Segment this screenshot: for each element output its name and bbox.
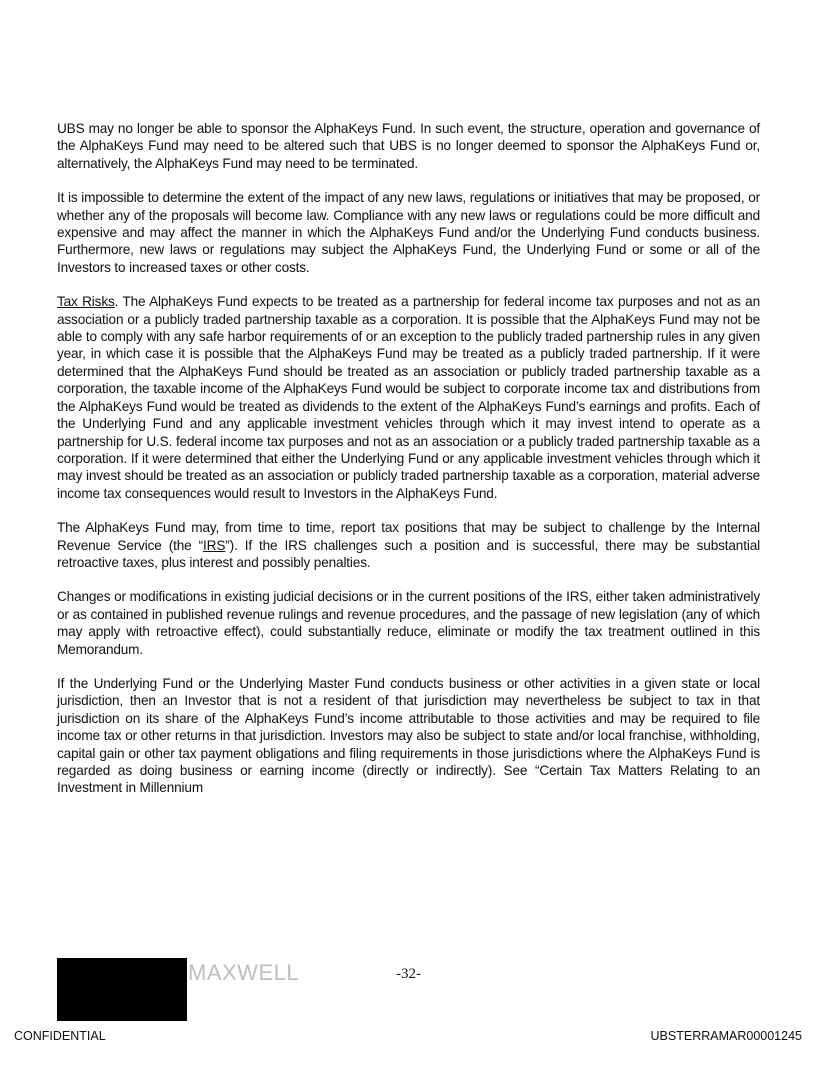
tax-risks-heading: Tax Risks: [57, 294, 115, 310]
redaction-box: [57, 958, 187, 1021]
confidential-label: CONFIDENTIAL: [14, 1029, 106, 1043]
maxwell-watermark: MAXWELL: [188, 960, 300, 985]
paragraph-changes: Changes or modifications in existing judicial decisions or in the current positions of the IRS, either taken administratively or as contained in published revenue rulings and revenue procedures, and the passage of new legislation (any of which may apply with retroactive effect), could substantially reduce, eliminate or modify the tax treatment outlined in this Memorandum.: [57, 589, 760, 657]
irs-text-after: ”). If the IRS challenges such a position and is successful, there may be substantial retroactive taxes, plus interest and possibly penalties.: [57, 537, 760, 570]
paragraph-new-laws: It is impossible to determine the extent of the impact of any new laws, regulations or initiatives that may be proposed, or whether any of the proposals will become law. Compliance with any new laws or regulations could be more difficult and expensive and may affect the manner in which the AlphaKeys Fund and/or the Underlying Fund conducts business. Furthermore, new laws or regulations may subject the AlphaKeys Fund, the Underlying Fund or some or all of the Investors to increased taxes or other costs.: [57, 190, 760, 275]
paragraph-state-tax: If the Underlying Fund or the Underlying Master Fund conducts business or other activities in a given state or local jurisdiction, then an Investor that is not a resident of that jurisdiction may nevertheless be subject to tax in that jurisdiction on its share of the AlphaKeys Fund’s income attributable to those activities and may be required to file income tax or other returns in that jurisdiction. Investors may also be subject to state and/or local franchise, withholding, capital gain or other tax payment obligations and filing requirements in those jurisdictions where the AlphaKeys Fund is regarded as doing business or earning income (directly or indirectly). See “Certain Tax Matters Relating to an Investment in Millennium: [57, 675, 760, 796]
tax-risks-text: . The AlphaKeys Fund expects to be treated as a partnership for federal income tax purposes and not as an association or a publicly traded partnership taxable as a corporation. It is possible that the AlphaKeys Fund may not be able to comply with any safe harbor requirements of or an exception to the publicly traded partnership rules in any given year, in which case it is possible that the AlphaKeys Fund may be treated as a publicly traded partnership. If it were determined that the AlphaKeys Fund should be treated as an association or publicly traded partnership taxable as a corporation, the taxable income of the AlphaKeys Fund would be subject to corporate income tax and distributions from the AlphaKeys Fund would be treated as dividends to the extent of the AlphaKeys Fund’s earnings and profits. Each of the Underlying Fund and any applicable investment vehicles through which it may invest intend to operate as a partnership for U.S. federal income tax purposes and not as an association or a publicly traded partnership taxable as a corporation. If it were determined that either the Underlying Fund or any applicable investment vehicles through which it may invest should be treated as an association or publicly traded partnership taxable as a corporation, material adverse income tax consequences would result to Investors in the AlphaKeys Fund.: [57, 294, 760, 501]
paragraph-irs: [57, 519, 760, 571]
bates-number: UBSTERRAMAR00001245: [650, 1029, 802, 1043]
paragraph-tax-risks: [57, 293, 760, 502]
irs-text-before: The AlphaKeys Fund may, from time to time, report tax positions that may be subject to challenge by the Internal Revenue Service (the “: [57, 520, 760, 553]
irs-defined-term: IRS: [203, 537, 226, 553]
paragraph-sponsorship: UBS may no longer be able to sponsor the AlphaKeys Fund. In such event, the structure, operation and governance of the AlphaKeys Fund may need to be altered such that UBS is no longer deemed to sponsor the AlphaKeys Fund or, alternatively, the AlphaKeys Fund may need to be terminated.: [57, 121, 760, 171]
page-number: -32-: [396, 966, 421, 982]
document-body: [57, 120, 760, 814]
